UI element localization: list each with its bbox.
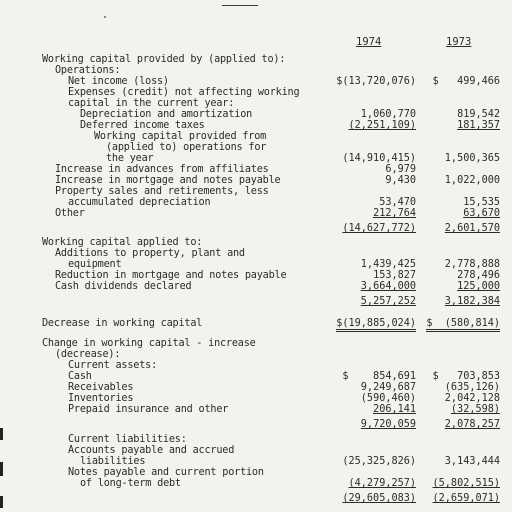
value-1973: 819,542 xyxy=(457,109,500,120)
column-header-1974: 1974 xyxy=(356,36,382,48)
value-1974: 9,720,059 xyxy=(360,419,416,430)
line-label: Deferred income taxes xyxy=(80,120,205,131)
value-1974: (2,251,109) xyxy=(348,120,416,131)
value-1973: 2,601,570 xyxy=(444,223,500,234)
value-1973: 3,143,444 xyxy=(444,456,500,467)
line-label: Working capital provided by (applied to): xyxy=(42,54,286,65)
line-label: Cash xyxy=(68,371,92,382)
line-label: Increase in mortgage and notes payable xyxy=(55,175,281,186)
value-1974: $(13,720,076) xyxy=(336,76,416,87)
line-label: Working capital applied to: xyxy=(42,237,203,248)
value-1974: (4,279,257) xyxy=(348,478,416,489)
value-1974: 9,249,687 xyxy=(360,382,416,393)
value-1973: 1,500,365 xyxy=(444,153,500,164)
line-label: (applied to) operations for xyxy=(106,142,267,153)
value-1973: 1,022,000 xyxy=(444,175,500,186)
value-1974: (14,910,415) xyxy=(342,153,416,164)
value-1974: 6,979 xyxy=(385,164,416,175)
line-label: Decrease in working capital xyxy=(42,318,203,329)
value-1973: 125,000 xyxy=(457,281,500,292)
line-label: Prepaid insurance and other xyxy=(68,404,229,415)
line-label: of long-term debt xyxy=(80,478,181,489)
value-1974: 53,470 xyxy=(379,197,416,208)
line-label: Net income (loss) xyxy=(68,76,169,87)
line-label: Current liabilities: xyxy=(68,434,187,445)
line-label: Expenses (credit) not affecting working xyxy=(68,87,300,98)
line-label: equipment xyxy=(68,259,122,270)
top-rule xyxy=(222,5,258,6)
scan-edge-mark xyxy=(0,462,3,476)
speck xyxy=(104,16,106,18)
value-1974: (25,325,826) xyxy=(342,456,416,467)
line-label: accumulated depreciation xyxy=(68,197,211,208)
line-label: liabilities xyxy=(80,456,146,467)
line-label: Accounts payable and accrued xyxy=(68,445,235,456)
value-1974: 1,060,770 xyxy=(360,109,416,120)
value-1973: 181,357 xyxy=(457,120,500,131)
value-1974: (590,460) xyxy=(360,393,416,404)
value-1973: (32,598) xyxy=(450,404,500,415)
scan-edge-mark xyxy=(0,428,3,440)
line-label: Notes payable and current portion xyxy=(68,467,264,478)
value-1974: 153,827 xyxy=(373,270,416,281)
value-1973: $ (580,814) xyxy=(426,318,500,332)
value-1974: (29,605,083) xyxy=(342,493,416,504)
value-1973: $ 703,853 xyxy=(432,371,500,382)
value-1973: 2,778,888 xyxy=(444,259,500,270)
value-1973: 2,042,128 xyxy=(444,393,500,404)
line-label: Cash dividends declared xyxy=(55,281,192,292)
value-1974: 212,764 xyxy=(373,208,416,219)
line-label: (decrease): xyxy=(55,349,121,360)
line-label: capital in the current year: xyxy=(68,98,235,109)
value-1974: 1,439,425 xyxy=(360,259,416,270)
line-label: Change in working capital - increase xyxy=(42,338,256,349)
line-label: Inventories xyxy=(68,393,134,404)
value-1973: (635,126) xyxy=(444,382,500,393)
value-1973: 15,535 xyxy=(463,197,500,208)
value-1974: 9,430 xyxy=(385,175,416,186)
scan-edge-mark xyxy=(0,496,3,508)
line-label: Increase in advances from affiliates xyxy=(55,164,269,175)
column-header-1973: 1973 xyxy=(446,36,472,48)
value-1974: (14,627,772) xyxy=(342,223,416,234)
value-1973: 63,670 xyxy=(463,208,500,219)
value-1973: 278,496 xyxy=(457,270,500,281)
value-1974: 5,257,252 xyxy=(360,296,416,307)
line-label: Operations: xyxy=(55,65,121,76)
line-label: Property sales and retirements, less xyxy=(55,186,269,197)
line-label: the year xyxy=(106,153,154,164)
value-1973: 2,078,257 xyxy=(444,419,500,430)
value-1973: (5,802,515) xyxy=(432,478,500,489)
line-label: Current assets: xyxy=(68,360,158,371)
value-1974: $ 854,691 xyxy=(342,371,416,382)
line-label: Receivables xyxy=(68,382,134,393)
line-label: Depreciation and amortization xyxy=(80,109,253,120)
value-1973: $ 499,466 xyxy=(432,76,500,87)
value-1974: $(19,885,024) xyxy=(336,318,416,332)
value-1974: 206,141 xyxy=(373,404,416,415)
line-label: Additions to property, plant and xyxy=(55,248,245,259)
value-1973: 3,182,384 xyxy=(444,296,500,307)
value-1973: (2,659,071) xyxy=(432,493,500,504)
line-label: Reduction in mortgage and notes payable xyxy=(55,270,287,281)
value-1974: 3,664,000 xyxy=(360,281,416,292)
line-label: Other xyxy=(55,208,85,219)
line-label: Working capital provided from xyxy=(94,131,267,142)
